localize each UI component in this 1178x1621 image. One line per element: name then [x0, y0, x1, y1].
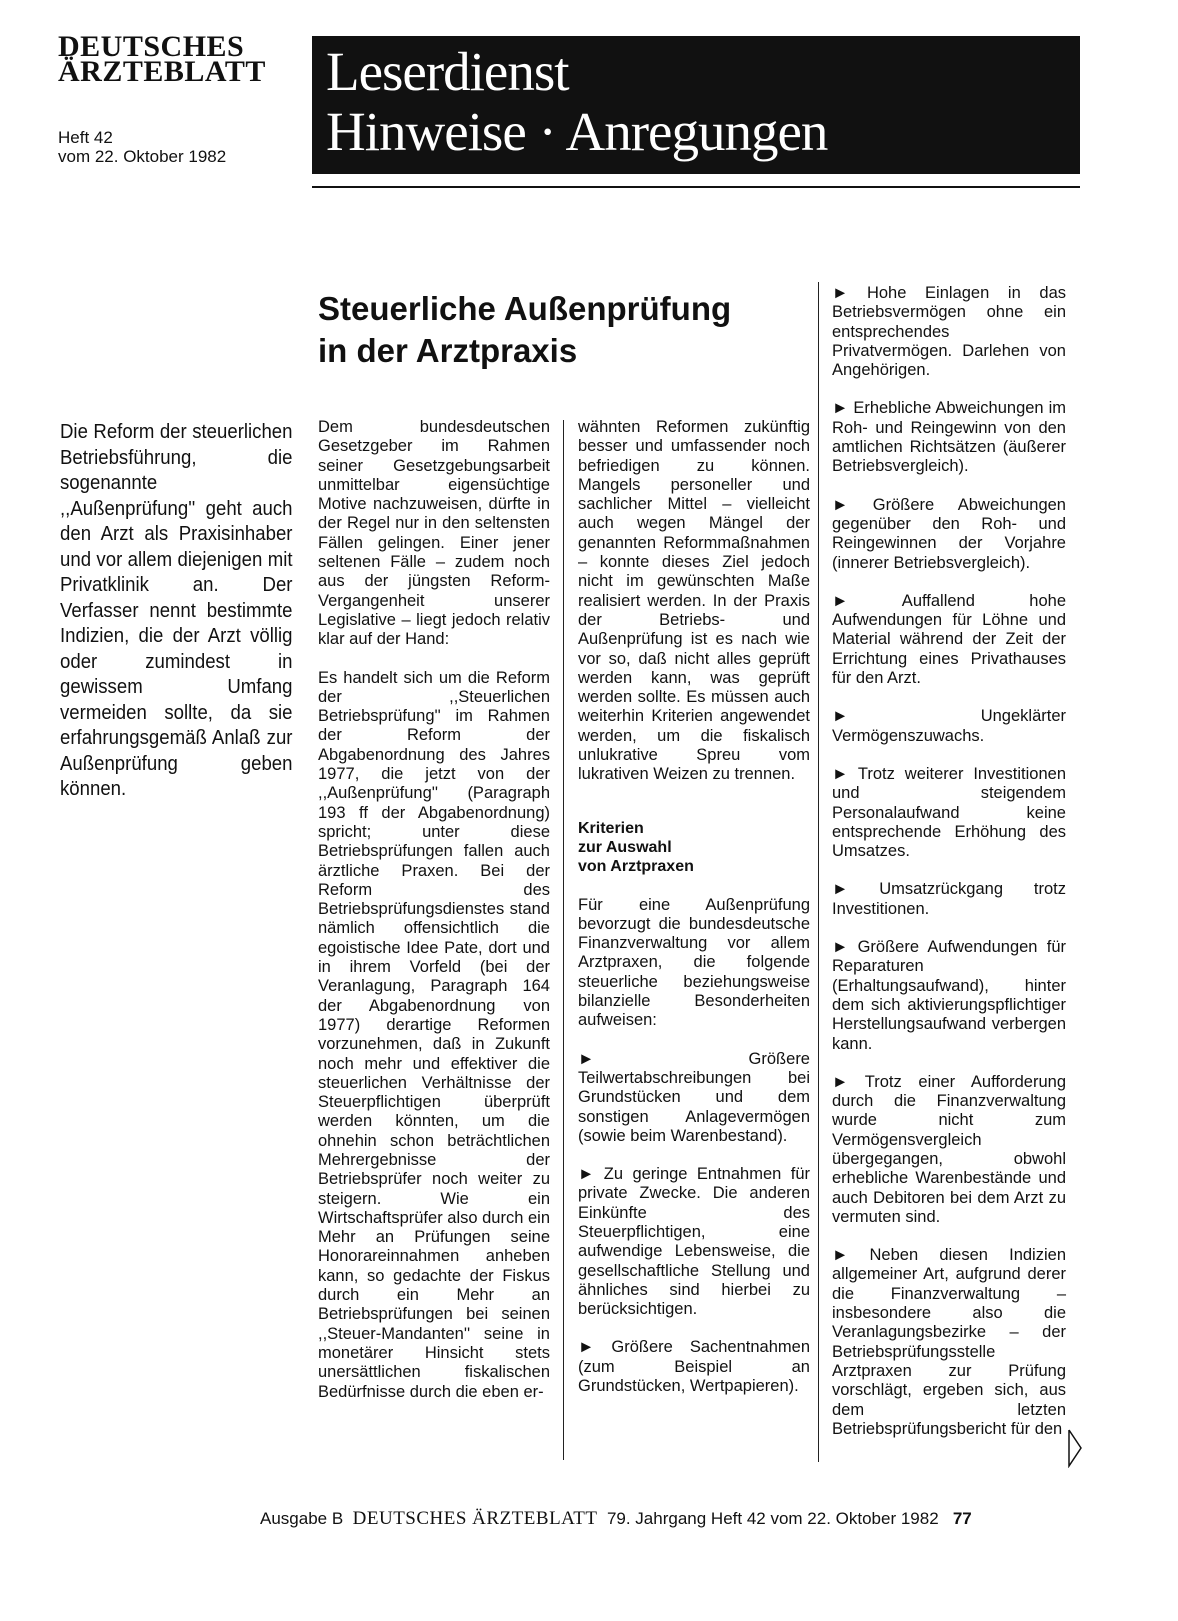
issue-date: vom 22. Oktober 1982 [58, 147, 227, 166]
bullet-item: ► Trotz weiterer Investitionen und steigendem Personalaufwand keine entsprechende Erhöhung des Umsatzes. [832, 764, 1066, 861]
bullet-item: ► Erhebliche Abweichungen im Roh- und Reingewinn von den amtlichen Richtsätzen (äußerer Betriebsvergleich). [832, 399, 1066, 476]
article-column-2 [578, 418, 810, 1415]
logo-line-2: ÄRZTEBLATT [58, 55, 266, 88]
logo-line-1: DEUTSCHES [58, 30, 245, 63]
header-rule [312, 186, 1080, 188]
banner-line-2: Hinweise · Anregungen [326, 101, 828, 162]
footer-publication: DEUTSCHES ÄRZTEBLATT [352, 1508, 598, 1529]
paragraph: Dem bundesdeutschen Gesetzgeber im Rahmen seiner Gesetzgebungsarbeit unmittelbar eigensüchtige Motive nachzuweisen, dürfte in der Regel nur in den seltensten Fällen gelingen. Einer jener seltenen Fälle – zudem noch aus der jüngsten Reform-Vergangenheit unserer Legislative – liegt jedoch relativ klar auf der Hand: [318, 418, 550, 649]
article-column-3 [832, 284, 1066, 1458]
masthead-logo [58, 30, 298, 88]
column-divider [563, 420, 564, 1460]
bullet-item: ► Größere Sachentnahmen (zum Beispiel an Grundstücken, Wertpapieren). [578, 1338, 810, 1396]
column-divider [818, 282, 819, 1462]
bullet-item: ► Trotz einer Aufforderung durch die Finanzverwaltung wurde nicht zum Vermögensvergleich übergegangen, obwohl erhebliche Warenbestände und auch Debitoren bei dem Arzt zu vermuten sind. [832, 1072, 1066, 1226]
bullet-item: ► Hohe Einlagen in das Betriebsvermögen ohne ein entsprechendes Privatvermögen. Darlehen von Angehörigen. [832, 284, 1066, 380]
page-footer [260, 1508, 1090, 1530]
page-number: 77 [952, 1509, 972, 1528]
paragraph: wähnten Reformen zukünftig besser und umfassender noch befriedigen zu können. Mangels personeller und sachlicher Mittel – vielleicht auch wegen Mängel der genannten Reformmaßnahmen – konnte dieses Ziel jedoch nicht im gewünschten Maße realisiert werden. In der Praxis der Betriebs- und Außenprüfung ist es nach wie vor so, daß nicht alles geprüft werden kann, was geprüft werden sollte. Es müssen auch weiterhin Kriterien angewendet werden, um die fiskalisch unlukrative Spreu vom lukrativen Weizen zu trennen. [578, 418, 810, 784]
banner-line-1: Leserdienst [326, 41, 569, 102]
bullet-item: ► Ungeklärter Vermögenszuwachs. [832, 707, 1066, 745]
article-intro: Die Reform der steuerlichen Betriebsführung, die sogenannte ,,Außenprüfung'' geht auch den Arzt als Praxisinhaber und vor allem diejenigen mit Privatklinik an. Der Verfasser nennt bestimmte Indizien, die der Arzt völlig oder zumindest in gewissem Umfang vermeiden sollte, da sie erfahrungsgemäß Anlaß zur Außenprüfung geben können. [60, 421, 293, 800]
footer-edition: Ausgabe B [260, 1509, 344, 1528]
issue-info [58, 128, 298, 166]
title-line-2: in der Arztpraxis [318, 332, 578, 369]
paragraph: Für eine Außenprüfung bevorzugt die bundesdeutsche Finanzverwaltung vor allem Arztpraxen, die folgende steuerliche beziehungsweise bilanzielle Besonderheiten aufweisen: [578, 895, 810, 1030]
section-banner [312, 36, 1080, 174]
title-line-1: Steuerliche Außenprüfung [318, 290, 732, 327]
issue-number: Heft 42 [58, 128, 113, 147]
paragraph: Es handelt sich um die Reform der ,,Steuerlichen Betriebsprüfung'' im Rahmen der Reform der Abgabenordnung des Jahres 1977, die jetzt von der ,,Außenprüfung'' (Paragraph 193 ff der Abgabenordnung) spricht; unter diese Betriebsprüfungen fallen auch ärztliche Praxen. Bei der Reform des Betriebsprüfungsdienstes stand nämlich offensichtlich die egoistische Idee Pate, dort und in ihrem Vorfeld (bei der Veranlagung, Paragraph 164 der Abgabenordnung von 1977) derartige Reformen vorzunehmen, daß in Zukunft noch mehr und effektiver die steuerlichen Verhältnisse der Steuerpflichtigen überprüft werden könnten, um die ohnehin schon beträchtlichen Mehrergebnisse der Betriebsprüfer noch weiter zu steigern. Wie ein Wirtschaftsprüfer also durch ein Mehr an Prüfungen seine Honorareinnahmen anheben kann, so gedachte der Fiskus durch ein Mehr an Betriebsprüfungen bei seinen ,,Steuer-Mandanten'' seine in monetärer Hinsicht stets unersättlichen fiskalischen Bedürfnisse durch die eben er- [318, 668, 551, 1401]
subheading [578, 819, 810, 877]
bullet-item: ► Größere Abweichungen gegenüber den Roh- und Reingewinnen der Vorjahre (innerer Betriebsvergleich). [832, 495, 1066, 572]
footer-volume: 79. Jahrgang Heft 42 vom 22. Oktober 1982 [606, 1509, 939, 1528]
bullet-item: ► Umsatzrückgang trotz Investitionen. [832, 880, 1066, 918]
bullet-item: ► Größere Teilwertabschreibungen bei Grundstücken und dem sonstigen Anlagevermögen (sowie beim Warenbestand). [578, 1049, 810, 1145]
subheading-line-1: Kriterien [578, 819, 644, 837]
bullet-item: ► Größere Aufwendungen für Reparaturen (Erhaltungsaufwand), hinter dem sich aktivierungspflichtiger Herstellungsaufwand verbergen kann. [832, 938, 1066, 1053]
bullet-item: ► Neben diesen Indizien allgemeiner Art, aufgrund derer die Finanzverwaltung – insbesondere also die Veranlagungsbezirke – der Betriebsprüfungsstelle Arztpraxen zur Prüfung vorschlägt, ergeben sich, aus dem letzten Betriebsprüfungsbericht für den [832, 1246, 1066, 1438]
bullet-item: ► Auffallend hohe Aufwendungen für Löhne und Material während der Zeit der Errichtung eines Privathauses für den Arzt. [832, 591, 1066, 688]
subheading-line-2: zur Auswahl [578, 838, 672, 856]
continue-arrow-icon [1067, 1428, 1083, 1468]
bullet-item: ► Zu geringe Entnahmen für private Zwecke. Die anderen Einkünfte des Steuerpflichtigen, eine aufwendige Lebensweise, die gesellschaftliche Stellung und ähnliches sind hierbei zu berücksichtigen. [578, 1165, 810, 1319]
subheading-line-3: von Arztpraxen [578, 858, 694, 876]
article-title [318, 288, 808, 372]
masthead [58, 30, 298, 166]
article-column-1 [318, 418, 550, 1421]
